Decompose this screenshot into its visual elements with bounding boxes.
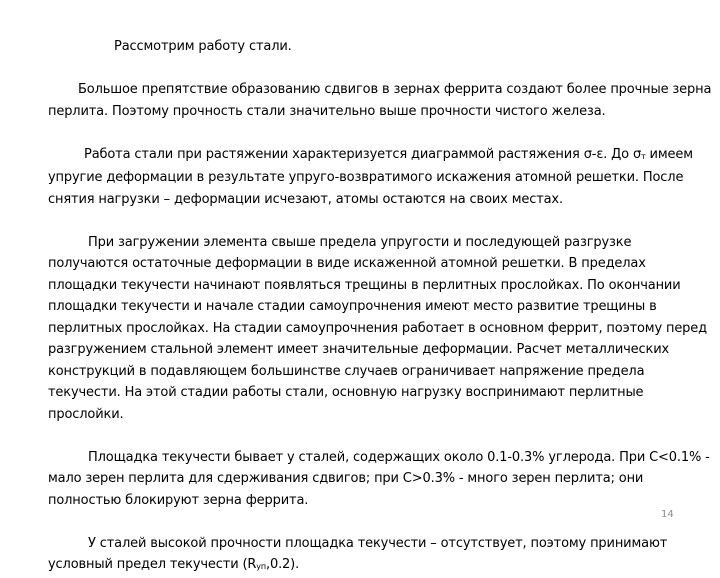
paragraph-high-strength-steel	[48, 533, 714, 578]
spacer	[48, 425, 714, 447]
paragraph-perlite-strength: Большое препятствие образованию сдвигов в зернах феррита создают более прочные зерна перлита. Поэтому прочность стали значительно выше прочности чистого железа.	[48, 82, 712, 119]
paragraph-text: У сталей высокой прочности площадка текучести – отсутствует, поэтому принимают условный предел текучести (R	[48, 535, 668, 572]
paragraph-yield-plateau: Площадка текучести бывает у сталей, содержащих около 0.1-0.3% углерода. При С<0.1% - мало зерен перлита для сдерживания сдвигов; при С>0.3% - много зерен перлита; они полностью блокируют зерна феррита.	[48, 449, 710, 508]
text-body	[48, 36, 714, 578]
spacer	[48, 210, 714, 232]
paragraph-text: ,0.2).	[265, 557, 300, 572]
spacer	[48, 58, 714, 80]
paragraph-tension-diagram	[48, 144, 714, 211]
spacer	[48, 122, 714, 144]
slide-heading: Рассмотрим работу стали.	[114, 39, 292, 54]
subscript-yield: т	[641, 151, 646, 161]
paragraph-text: имеем упругие деформации в результате упруго-возвратимого искажения атомной решетки. После снятия нагрузки – деформации исчезают, атомы остаются на своих местах.	[48, 146, 693, 207]
page-number: 14	[661, 509, 674, 520]
subscript-conditional: уп	[256, 562, 266, 571]
paragraph-text: Работа стали при растяжении характеризуется диаграммой растяжения σ-ε. До σ	[84, 146, 642, 162]
spacer	[48, 511, 714, 533]
paragraph-residual-deformation: При загружении элемента свыше предела упругости и последующей разгрузке получаются остаточные деформации в виде искаженной атомной решетки. В пределах площадки текучести начинают появляться трещины в перлитных прослойках. По окончании площадки текучести и начале стадии самоупрочнения имеют место развитие трещины в перлитных прослойках. На стадии самоупрочнения работает в основном феррит, поэтому перед разгружением стальной элемент имеет значительные деформации. Расчет металлических конструкций в подавляющем большинстве случаев ограничивает напряжение предела текучести. На этой стадии работы стали, основную нагрузку воспринимают перлитные прослойки.	[48, 234, 707, 422]
